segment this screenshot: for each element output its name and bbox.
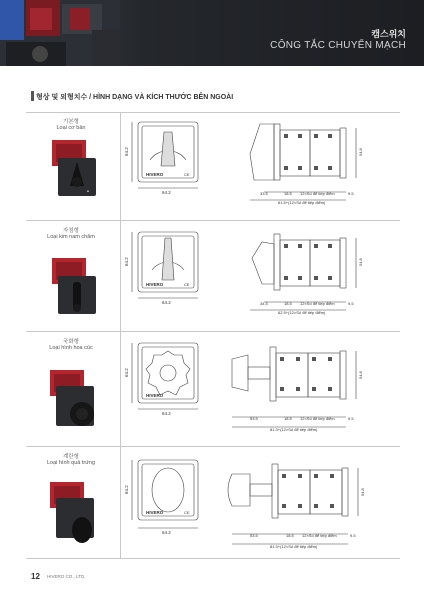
row-divider: [26, 331, 400, 332]
side-dim-depth: 33.5: [260, 191, 268, 196]
basic-switch-photo: [44, 138, 104, 202]
front-width-dim: 64.2: [162, 530, 171, 535]
row-name-korean: 자침형: [63, 228, 79, 234]
front-width-dim: 64.2: [162, 411, 171, 416]
side-height-dim: 54.8: [358, 371, 363, 379]
side-total-dim: 81.3+(12×Số để tiếp điểm): [270, 427, 318, 432]
brand-logo: HIVERO: [146, 172, 164, 177]
front-height-dim: 64.2: [124, 485, 129, 494]
front-height-dim: 64.2: [124, 257, 129, 266]
row-name-korean: 국화형: [63, 339, 79, 345]
side-height-dim: 54.8: [358, 258, 363, 266]
side-dim-flange: 18.5: [284, 416, 292, 421]
row-divider: [26, 220, 400, 221]
front-width-dim: 64.2: [162, 190, 171, 195]
side-dim-end: 9.5: [350, 533, 356, 538]
table-top-line: [26, 112, 400, 113]
header-title-korean: 캠스위치: [371, 29, 406, 39]
side-height-dim: 54.8: [358, 148, 363, 156]
row-name-vietnamese: Loại cơ bản: [56, 125, 86, 131]
side-dim-end: 9.5: [348, 191, 354, 196]
side-height-dim: 54.8: [360, 488, 365, 496]
row-name-vietnamese: Loại hình quả trứng: [46, 460, 96, 466]
section-marker: [31, 91, 34, 101]
side-dim-depth: 53.5: [250, 533, 258, 538]
side-dim-end: 9.5: [348, 301, 354, 306]
row-name-korean: 기본형: [63, 119, 79, 125]
brand-logo: HIVERO: [146, 510, 164, 515]
pointer-switch-drawing: [124, 222, 400, 328]
front-height-dim: 64.2: [124, 368, 129, 377]
header-product-photo: [0, 0, 120, 66]
front-height-dim: 64.2: [124, 147, 129, 156]
brand-logo: HIVERO: [146, 393, 164, 398]
basic-switch-drawing: [124, 114, 400, 218]
company-name: HIVERO CO., LTD.: [47, 574, 86, 579]
ce-mark: CE: [184, 510, 190, 515]
side-dim-contacts: 12×Số để tiếp điểm: [300, 191, 335, 196]
side-dim-end: 9.5: [348, 416, 354, 421]
side-total-dim: 62.5+(12×Số để tiếp điểm): [278, 310, 326, 315]
chrysanthemum-switch-drawing: [124, 333, 400, 443]
pointer-switch-photo: [44, 256, 104, 320]
side-dim-contacts: 12×Số để tiếp điểm: [300, 301, 335, 306]
egg-switch-drawing: [124, 448, 400, 556]
svg-text:▲: ▲: [86, 188, 90, 193]
section-title: 형상 및 외형치수 / HÌNH DẠNG VÀ KÍCH THƯỚC BÊN NGOÀI: [36, 94, 234, 101]
side-dim-depth: 53.5: [250, 416, 258, 421]
brand-logo: HIVERO: [146, 282, 164, 287]
row-name-vietnamese: Loại kim nam châm: [47, 234, 95, 240]
header-title-vietnamese: CÔNG TẮC CHUYỂN MẠCH: [270, 40, 406, 51]
page-header: [0, 0, 424, 66]
chrysanthemum-switch-photo: [44, 368, 104, 432]
row-divider: [26, 446, 400, 447]
egg-switch-photo: [44, 480, 104, 546]
ce-mark: CE: [184, 282, 190, 287]
side-total-dim: 61.5+(12×Số để tiếp điểm): [278, 200, 326, 205]
row-name-korean: 계란형: [63, 454, 79, 460]
side-total-dim: 81.3+(12×Số để tiếp điểm): [270, 544, 318, 549]
front-width-dim: 64.2: [162, 300, 171, 305]
side-dim-depth: 34.5: [260, 301, 268, 306]
table-bottom-line: [26, 558, 400, 559]
page-number: 12: [31, 572, 40, 581]
side-dim-flange: 18.5: [284, 301, 292, 306]
ce-mark: CE: [184, 172, 190, 177]
side-dim-flange: 18.5: [284, 191, 292, 196]
side-dim-flange: 18.5: [286, 533, 294, 538]
column-divider: [120, 112, 121, 558]
row-name-vietnamese: Loại hình hoa cúc: [49, 345, 93, 351]
side-dim-contacts: 12×Số để tiếp điểm: [302, 533, 337, 538]
side-dim-contacts: 12×Số để tiếp điểm: [300, 416, 335, 421]
